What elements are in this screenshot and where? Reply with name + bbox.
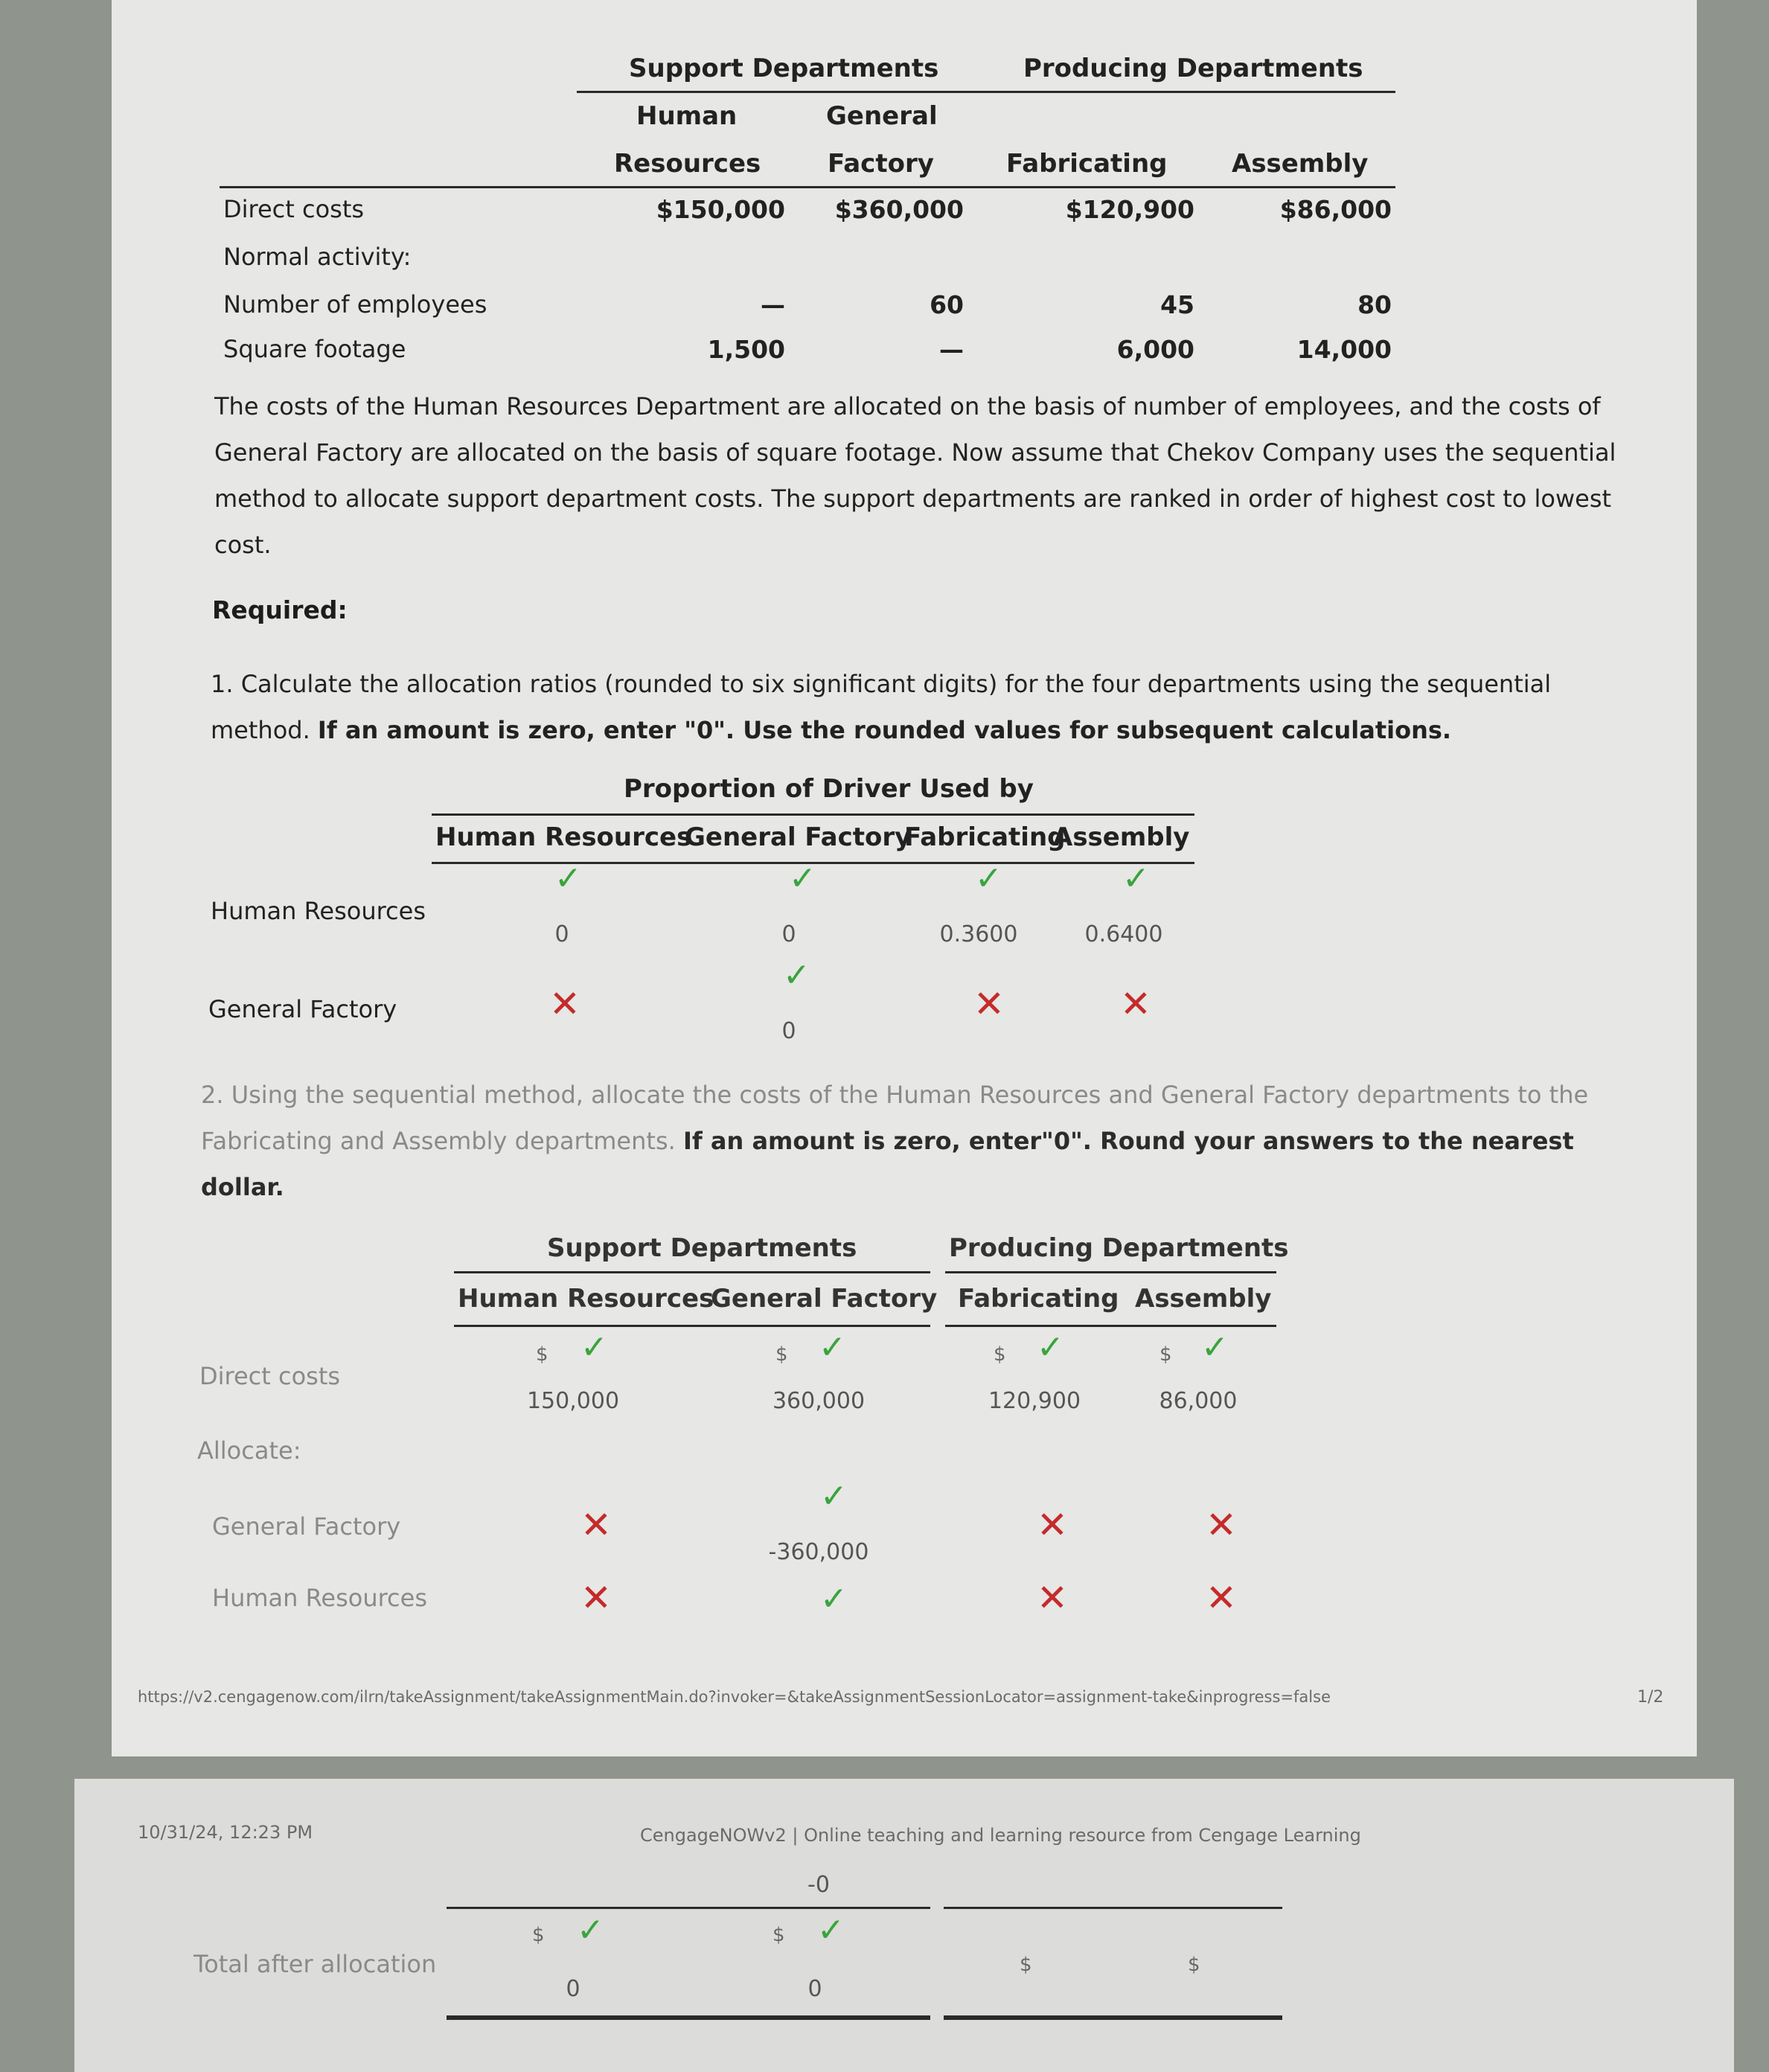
direct-costs-fab: $120,900 [1065, 195, 1194, 224]
direct-costs-gf: $360,000 [834, 195, 964, 224]
ratio-col-hr: Human Resources [435, 822, 692, 852]
total-gf[interactable]: 0 [807, 1976, 822, 2002]
total-hr[interactable]: 0 [566, 1976, 580, 2002]
incorrect-x-icon: ✕ [549, 982, 580, 1026]
ratio-col-fab: Fabricating [904, 822, 1066, 852]
employees-gf: 60 [930, 290, 964, 319]
footer-url: https://v2.cengagenow.com/ilrn/takeAssignment/takeAssignmentMain.do?invoker=&takeAssignmentSessionLocator=assignment-take&inprogress=false [138, 1688, 1331, 1706]
alloc-row-hr-label: Human Resources [212, 1584, 427, 1612]
row-direct-costs-label: Direct costs [223, 195, 365, 223]
ratio-col-asm: Assembly [1053, 822, 1190, 852]
correct-check-icon: ✓ [1037, 1328, 1064, 1366]
currency-symbol: $ [1159, 1343, 1172, 1366]
sqft-gf: — [939, 335, 964, 364]
currency-symbol: $ [536, 1343, 548, 1366]
alloc-group-support: Support Departments [547, 1233, 857, 1263]
row-square-footage-label: Square footage [223, 335, 406, 363]
header-site-title: CengageNOWv2 | Online teaching and learning resource from Cengage Learning [640, 1825, 1361, 1846]
col-hr-header-2: Resources [614, 149, 761, 179]
q1-text: 1. Calculate the allocation ratios (rounded to six significant digits) for the four departments using the sequential method. [211, 670, 1552, 744]
alloc-direct-hr[interactable]: 150,000 [526, 1388, 620, 1414]
q2-instructions [201, 1072, 1637, 1210]
q2-text-bold: If an amount is zero, enter"0". Round your answers to the nearest dollar. [201, 1127, 1574, 1201]
alloc-direct-costs-label: Direct costs [199, 1362, 341, 1390]
correct-check-icon: ✓ [975, 860, 1002, 898]
alloc-group-producing: Producing Departments [949, 1233, 1289, 1263]
employees-fab: 45 [1160, 290, 1194, 319]
alloc-col-asm: Assembly [1135, 1284, 1272, 1314]
correct-check-icon: ✓ [783, 956, 810, 994]
currency-symbol: $ [994, 1343, 1006, 1366]
correct-check-icon: ✓ [819, 1328, 846, 1366]
incorrect-x-icon: ✕ [1037, 1576, 1068, 1619]
currency-symbol: $ [1188, 1954, 1200, 1976]
employees-asm: 80 [1357, 290, 1392, 319]
correct-check-icon: ✓ [820, 1580, 848, 1618]
correct-check-icon: ✓ [577, 1911, 604, 1949]
alloc-gf-gf[interactable]: -360,000 [768, 1539, 869, 1565]
correct-check-icon: ✓ [1201, 1328, 1229, 1366]
alloc-row-gf-label: General Factory [212, 1512, 401, 1541]
correct-check-icon: ✓ [554, 860, 582, 898]
alloc-direct-gf[interactable]: 360,000 [772, 1388, 866, 1414]
col-fab-header: Fabricating [1006, 149, 1168, 179]
ratio-table-title: Proportion of Driver Used by [624, 774, 1034, 804]
group-support-header: Support Departments [629, 54, 939, 83]
currency-symbol: $ [532, 1924, 545, 1946]
direct-costs-asm: $86,000 [1279, 195, 1392, 224]
direct-costs-hr: $150,000 [656, 195, 785, 224]
correct-check-icon: ✓ [580, 1328, 608, 1366]
sqft-hr: 1,500 [707, 335, 785, 364]
correct-check-icon: ✓ [817, 1911, 845, 1949]
alloc-direct-fab[interactable]: 120,900 [988, 1388, 1081, 1414]
group-producing-header: Producing Departments [1023, 54, 1363, 83]
currency-symbol: $ [1020, 1954, 1032, 1976]
currency-symbol: $ [772, 1924, 785, 1946]
ratio-col-gf: General Factory [685, 822, 912, 852]
intro-paragraph: The costs of the Human Resources Department are allocated on the basis of number of employees, and the costs of General Factory are allocated on the basis of square footage. Now assume that Chekov Company uses the sequential method to allocate support department costs. The support departments are ranked in order of highest cost to lowest cost. [214, 392, 1616, 559]
incorrect-x-icon: ✕ [1120, 982, 1151, 1026]
correct-check-icon: ✓ [820, 1477, 848, 1515]
incorrect-x-icon: ✕ [1206, 1503, 1237, 1547]
alloc-direct-asm[interactable]: 86,000 [1159, 1388, 1238, 1414]
sqft-asm: 14,000 [1296, 335, 1392, 364]
ratio-input-hr-gf[interactable]: 0 [781, 921, 796, 947]
ratio-row-gf-label: General Factory [208, 995, 397, 1023]
incorrect-x-icon: ✕ [1206, 1576, 1237, 1619]
alloc-hr-gf[interactable]: -0 [807, 1872, 830, 1898]
ratio-input-gf-gf[interactable]: 0 [781, 1018, 796, 1044]
row-employees-label: Number of employees [223, 290, 487, 319]
incorrect-x-icon: ✕ [580, 1503, 612, 1547]
sqft-fab: 6,000 [1116, 335, 1194, 364]
ratio-input-hr-hr[interactable]: 0 [554, 921, 569, 947]
alloc-col-hr: Human Resources [458, 1284, 714, 1314]
footer-page-number: 1/2 [1637, 1688, 1664, 1707]
incorrect-x-icon: ✕ [580, 1576, 612, 1619]
col-asm-header: Assembly [1232, 149, 1369, 179]
ratio-row-hr-label: Human Resources [211, 897, 426, 925]
col-gf-header-2: Factory [828, 149, 934, 179]
correct-check-icon: ✓ [789, 860, 816, 898]
q1-instructions [211, 661, 1640, 753]
incorrect-x-icon: ✕ [1037, 1503, 1068, 1547]
col-hr-header-1: Human [636, 101, 738, 131]
alloc-col-fab: Fabricating [958, 1284, 1119, 1314]
alloc-col-gf: General Factory [711, 1284, 938, 1314]
total-after-allocation-label: Total after allocation [193, 1950, 437, 1978]
q2-text: 2. Using the sequential method, allocate the costs of the Human Resources and General Factory departments to the Fabricating and Assembly departments. [201, 1081, 1589, 1155]
col-gf-header-1: General [826, 101, 938, 131]
next-page-sheet [74, 1779, 1734, 2072]
required-heading: Required: [212, 595, 348, 624]
ratio-input-hr-fab[interactable]: 0.3600 [939, 921, 1018, 947]
header-timestamp: 10/31/24, 12:23 PM [138, 1822, 313, 1843]
employees-hr: — [761, 290, 785, 319]
ratio-input-hr-asm[interactable]: 0.6400 [1084, 921, 1163, 947]
currency-symbol: $ [775, 1343, 788, 1366]
incorrect-x-icon: ✕ [973, 982, 1005, 1026]
q1-text-bold: If an amount is zero, enter "0". Use the rounded values for subsequent calculations. [317, 716, 1452, 744]
correct-check-icon: ✓ [1122, 860, 1150, 898]
allocate-label: Allocate: [197, 1436, 301, 1465]
row-normal-activity-label: Normal activity: [223, 243, 412, 271]
